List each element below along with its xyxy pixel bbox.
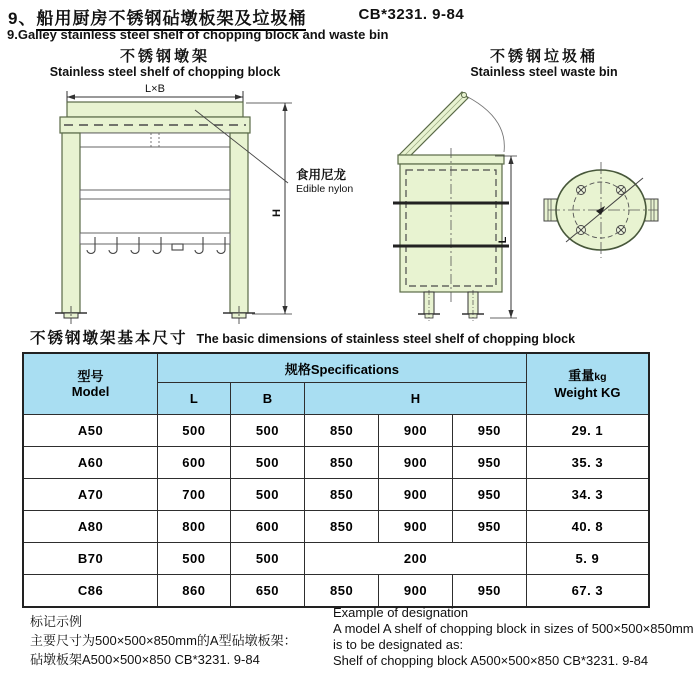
example-zh-line: 标记示例 <box>30 614 83 629</box>
cell-model: A60 <box>23 447 158 479</box>
edible-nylon-label-zh: 食用尼龙 <box>296 168 347 182</box>
chopping-block-slab <box>67 102 243 117</box>
cell-b: 650 <box>230 575 304 608</box>
cell-h2: 900 <box>379 575 453 608</box>
left-leg <box>62 133 80 313</box>
table-header-row-1 <box>23 353 649 383</box>
weight-zh-text: 重量 <box>568 368 595 383</box>
example-en-line: is to be designated as: <box>333 637 464 652</box>
cell-h3: 950 <box>452 415 526 447</box>
col-header-model <box>23 353 158 415</box>
table-caption <box>30 326 575 348</box>
drawings-svg <box>0 80 700 330</box>
bin-title-en: Stainless steel waste bin <box>470 65 618 79</box>
cell-b: 500 <box>230 543 304 575</box>
edible-nylon-label-en: Edible nylon <box>296 183 354 195</box>
middle-stretcher <box>80 190 230 199</box>
cell-weight: 29. 1 <box>526 415 649 447</box>
hook-rail <box>80 233 230 244</box>
cell-h3: 950 <box>452 511 526 543</box>
cell-weight: 40. 8 <box>526 511 649 543</box>
shelf-title-zh: 不锈钢墩架 <box>119 48 210 65</box>
cell-weight: 34. 3 <box>526 479 649 511</box>
cell-b: 500 <box>230 415 304 447</box>
col-header-h: H <box>305 383 527 415</box>
cell-h3: 950 <box>452 447 526 479</box>
col-header-specifications: 规格Specifications <box>158 353 527 383</box>
cell-h-merged: 200 <box>305 543 527 575</box>
left-foot <box>55 306 87 324</box>
cell-h3: 950 <box>452 575 526 608</box>
shelf-section-header <box>22 48 308 80</box>
table-row <box>23 479 649 511</box>
example-zh-line: 主要尺寸为500×500×850mm的A型砧墩板架： <box>30 633 297 648</box>
table-row <box>23 415 649 447</box>
col-header-weight <box>526 353 649 415</box>
bin-title-zh: 不锈钢垃圾桶 <box>489 48 598 65</box>
page-title <box>8 4 306 29</box>
example-en-line: Shelf of chopping block A500×500×850 CB*3231. 9-84 <box>333 653 649 668</box>
table-row <box>23 447 649 479</box>
page-header <box>8 4 698 29</box>
cell-h1: 850 <box>305 479 379 511</box>
cell-h1: 850 <box>305 447 379 479</box>
lxb-label: L×B <box>145 83 165 95</box>
right-foot <box>223 306 255 324</box>
cell-h2: 900 <box>379 447 453 479</box>
right-leg <box>230 133 248 313</box>
cell-l: 700 <box>158 479 231 511</box>
shelf-drawing <box>55 83 353 324</box>
waste-bin-front-view <box>393 92 517 321</box>
model-header-zh: 型号 <box>77 369 104 384</box>
cell-h1: 850 <box>305 511 379 543</box>
cell-h2: 900 <box>379 415 453 447</box>
table-row <box>23 575 649 608</box>
designation-example-zh <box>30 612 297 669</box>
cell-h1: 850 <box>305 415 379 447</box>
cell-model: A70 <box>23 479 158 511</box>
example-en-line: Example of designation <box>333 605 469 620</box>
top-apron <box>80 133 230 147</box>
table-row <box>23 543 649 575</box>
cell-weight: 5. 9 <box>526 543 649 575</box>
weight-unit-text: kg <box>594 371 607 383</box>
col-header-l: L <box>158 383 231 415</box>
weight-header-en: Weight KG <box>554 385 621 400</box>
cell-weight: 67. 3 <box>526 575 649 608</box>
model-header-en: Model <box>71 384 110 399</box>
table-caption-zh: 不锈钢墩架基本尺寸 <box>30 330 188 347</box>
cell-l: 600 <box>158 447 231 479</box>
cell-model: A50 <box>23 415 158 447</box>
cell-b: 500 <box>230 447 304 479</box>
cell-h2: 900 <box>379 511 453 543</box>
page-title-en: 9.Galley stainless steel shelf of chopping block and waste bin <box>7 27 389 42</box>
cell-model: C86 <box>23 575 158 608</box>
h-label: H <box>271 209 283 217</box>
lid-swing-arc <box>466 96 504 152</box>
cell-l: 500 <box>158 415 231 447</box>
waste-bin-top-view <box>544 162 658 258</box>
example-zh-line: 砧墩板架A500×500×850 CB*3231. 9-84 <box>30 652 260 667</box>
dimension-h <box>246 103 292 314</box>
cell-h3: 950 <box>452 479 526 511</box>
rail-notch <box>172 244 183 250</box>
cell-model: A80 <box>23 511 158 543</box>
example-en-line: A model A shelf of chopping block in sizes of 500×500×850mm <box>333 621 694 636</box>
weight-header-zh <box>527 368 648 385</box>
bin-section-header <box>398 48 690 80</box>
cell-l: 800 <box>158 511 231 543</box>
cell-model: B70 <box>23 543 158 575</box>
cell-l: 860 <box>158 575 231 608</box>
col-header-b: B <box>230 383 304 415</box>
standard-code: CB*3231. 9-84 <box>358 6 465 23</box>
table-row <box>23 511 649 543</box>
page-title-zh: 船用厨房不锈钢砧墩板架及垃圾桶 <box>36 9 306 31</box>
shelf-title-en: Stainless steel shelf of chopping block <box>49 65 281 79</box>
cell-l: 500 <box>158 543 231 575</box>
lid-inner-line <box>403 95 465 157</box>
lid-tip <box>462 93 467 98</box>
spec-table <box>22 352 650 608</box>
table-caption-en: The basic dimensions of stainless steel shelf of chopping block <box>196 332 576 346</box>
designation-example-en <box>333 605 694 669</box>
cell-h2: 900 <box>379 479 453 511</box>
cell-b: 600 <box>230 511 304 543</box>
cell-b: 500 <box>230 479 304 511</box>
l-label: L <box>497 236 509 244</box>
title-number: 9、 <box>8 9 37 28</box>
cell-h1: 850 <box>305 575 379 608</box>
technical-drawings <box>0 80 700 330</box>
cell-weight: 35. 3 <box>526 447 649 479</box>
